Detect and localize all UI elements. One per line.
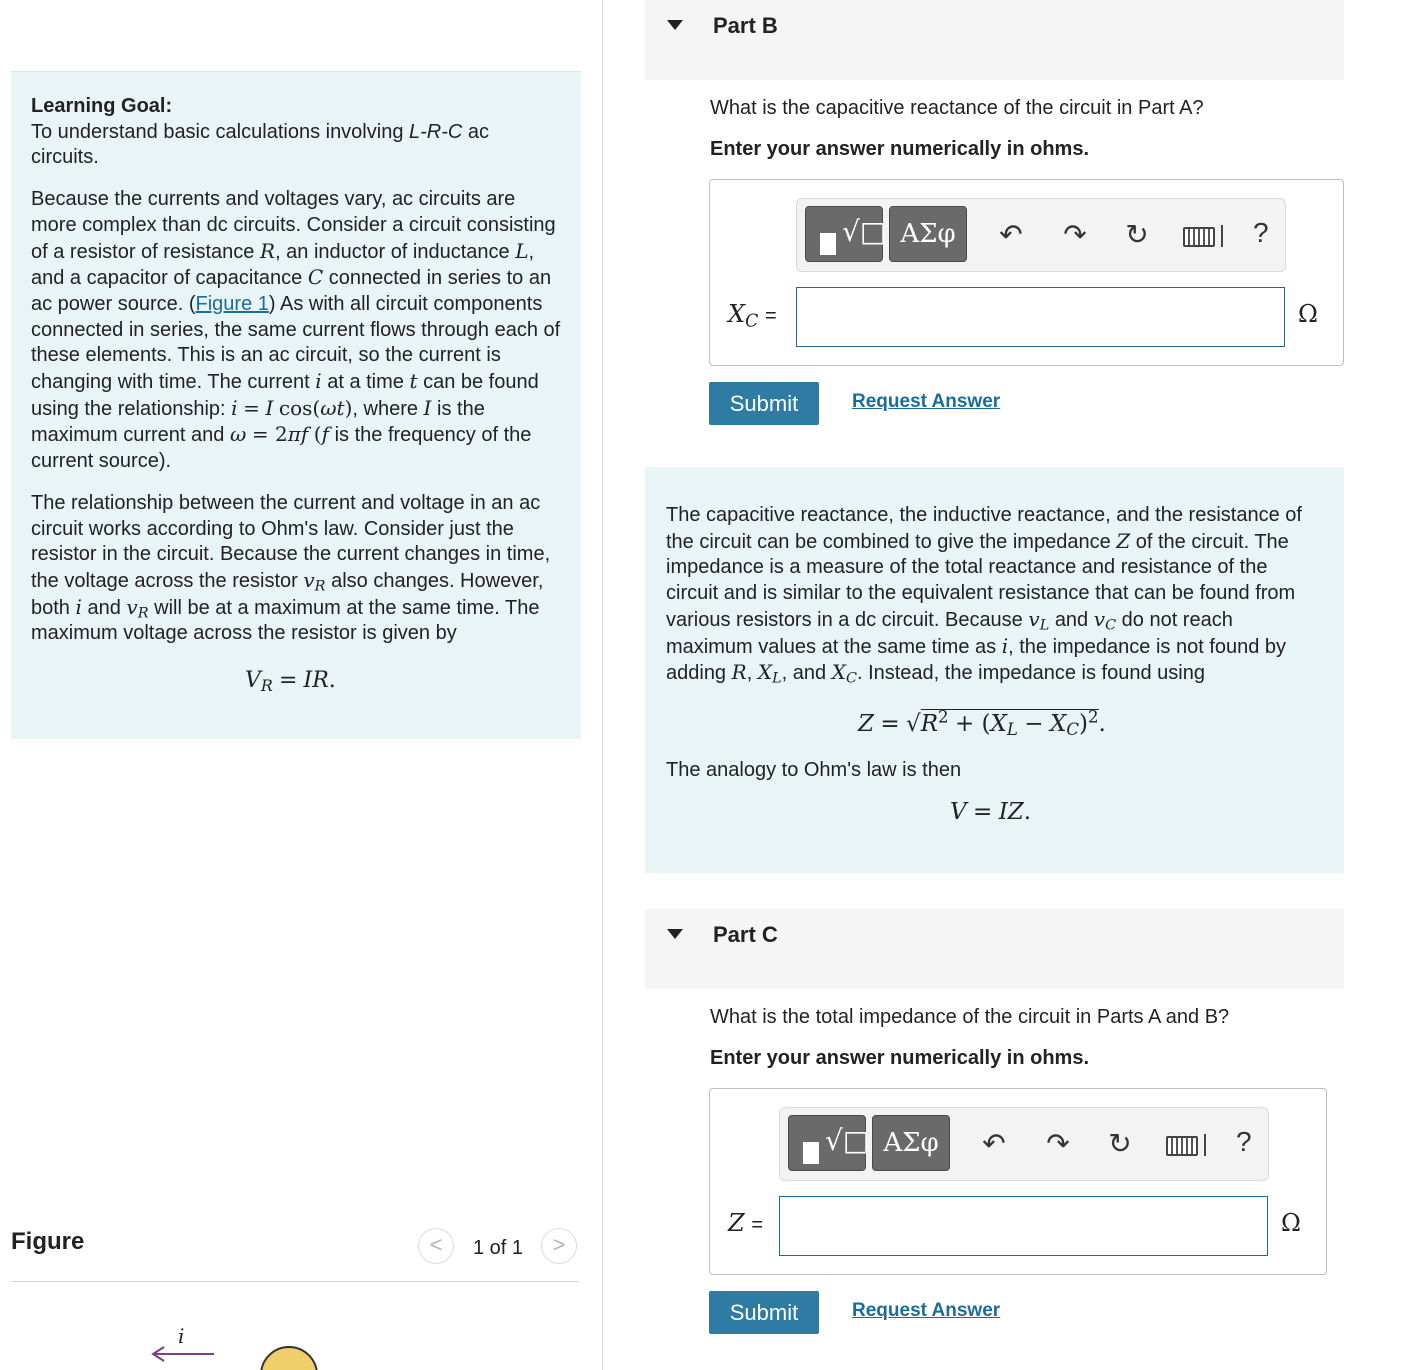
info-paragraph-2: The analogy to Ohm's law is then (666, 758, 962, 781)
ohms-law-impedance-equation: V = IZ. (950, 799, 1032, 826)
part-b-title: Part B (713, 13, 778, 38)
part-c-answer-input[interactable] (779, 1196, 1268, 1256)
impedance-equation: $Z = √R^2 + (X_L - X_C)^2$. (858, 707, 1106, 740)
keyboard-icon[interactable] (1166, 1136, 1198, 1156)
part-c-submit-button[interactable]: Submit (709, 1291, 819, 1334)
learning-goal-paragraph-2: The relationship between the current and voltage in an ac circuit works according to Ohm's law. Consider just the resistor in the circuit. Because the current changes in time, the voltage across the resistor $v_R$ also changes. However, both i and $v_R$ will be at a maximum at the same time. The maximum voltage across the resistor is given by (31, 491, 551, 645)
collapse-triangle-icon (667, 20, 683, 30)
part-c-request-answer-link[interactable]: Request Answer (852, 1300, 1001, 1321)
learning-goal-paragraph-1: Because the currents and voltages vary, ac circuits are more complex than dc circuits. Consider a circuit consisting of a resistor of resistance R, an inductor of inductance L, and a capacitor of capacitance C connected in series to an ac power source. (Figure 1) As with all circuit components connected in series, the same current flows through each of these elements. This is an ac circuit, so the current is changing with time. The current i at a time t can be found using the relationship: i = I cos(ωt), where I is the maximum current and ω = 2πf (f is the frequency of the current source). (31, 188, 561, 473)
part-b-variable-label: $X_C$ = (728, 300, 777, 332)
help-button[interactable]: ? (1253, 217, 1269, 248)
pane-divider[interactable] (602, 0, 603, 1370)
impedance-info-panel (645, 467, 1344, 873)
part-b-unit: Ω (1298, 300, 1318, 328)
figure-next-button[interactable]: > (541, 1228, 577, 1264)
figure-header (11, 1222, 579, 1282)
keyboard-separator (1221, 225, 1223, 247)
templates-button[interactable]: √□ (788, 1115, 866, 1171)
info-paragraph-1: The capacitive reactance, the inductive reactance, and the resistance of the circuit can be combined to give the impedance Z of the circuit. The impedance is a measure of the total reactance and resistance of the circuit and is similar to the equivalent resistance that can be found from various resistors in a dc circuit. Because $v_L$ and $v_C$ do not reach maximum values at the same time as i, the impedance is not found by adding R, $X_L$, and $X_C$. Instead, the impedance is found using (666, 504, 1302, 687)
reset-icon[interactable]: ↻ (1108, 1128, 1132, 1159)
part-b-answer-input[interactable] (796, 287, 1285, 347)
part-b-instruction: Enter your answer numerically in ohms. (710, 138, 1090, 160)
part-b-request-answer-link[interactable]: Request Answer (852, 391, 1001, 412)
keyboard-separator (1204, 1134, 1206, 1156)
ohms-law-resistor-equation: $V_R$ = IR. (245, 668, 336, 696)
figure-page-indicator: 1 of 1 (473, 1237, 524, 1259)
learning-goal-panel (11, 71, 581, 739)
math-toolbar (796, 198, 1286, 272)
part-c-title: Part C (713, 922, 778, 947)
figure-prev-button[interactable]: < (418, 1228, 454, 1264)
part-b-submit-button[interactable]: Submit (709, 382, 819, 425)
undo-icon[interactable]: ↶ (999, 219, 1023, 250)
math-toolbar (779, 1107, 1269, 1181)
undo-icon[interactable]: ↶ (982, 1128, 1006, 1159)
templates-button[interactable]: √□ (805, 206, 883, 262)
learning-goal-heading: Learning Goal: (31, 95, 173, 117)
part-c-answer-box (709, 1088, 1327, 1275)
part-b-header[interactable] (645, 0, 1344, 80)
current-label: i (178, 1324, 185, 1348)
help-button[interactable]: ? (1236, 1126, 1252, 1157)
greek-symbols-button[interactable]: ΑΣφ (889, 206, 967, 262)
ac-source-icon (260, 1346, 318, 1370)
figure-title: Figure (11, 1228, 85, 1255)
part-b-answer-box (709, 179, 1344, 366)
part-c-instruction: Enter your answer numerically in ohms. (710, 1047, 1090, 1069)
greek-symbols-button[interactable]: ΑΣφ (872, 1115, 950, 1171)
collapse-triangle-icon (667, 929, 683, 939)
part-c-unit: Ω (1281, 1209, 1301, 1237)
learning-goal-intro: To understand basic calculations involving L-R-C ac circuits. (31, 120, 490, 169)
figure-1-link[interactable]: Figure 1 (195, 292, 269, 315)
part-c-header[interactable] (645, 909, 1344, 989)
part-c-question: What is the total impedance of the circuit in Parts A and B? (710, 1006, 1230, 1028)
keyboard-icon[interactable] (1183, 227, 1215, 247)
part-b-question: What is the capacitive reactance of the circuit in Part A? (710, 97, 1204, 119)
part-c-variable-label: Z = (728, 1209, 764, 1237)
redo-icon[interactable]: ↷ (1063, 219, 1087, 250)
reset-icon[interactable]: ↻ (1125, 219, 1149, 250)
redo-icon[interactable]: ↷ (1046, 1128, 1070, 1159)
